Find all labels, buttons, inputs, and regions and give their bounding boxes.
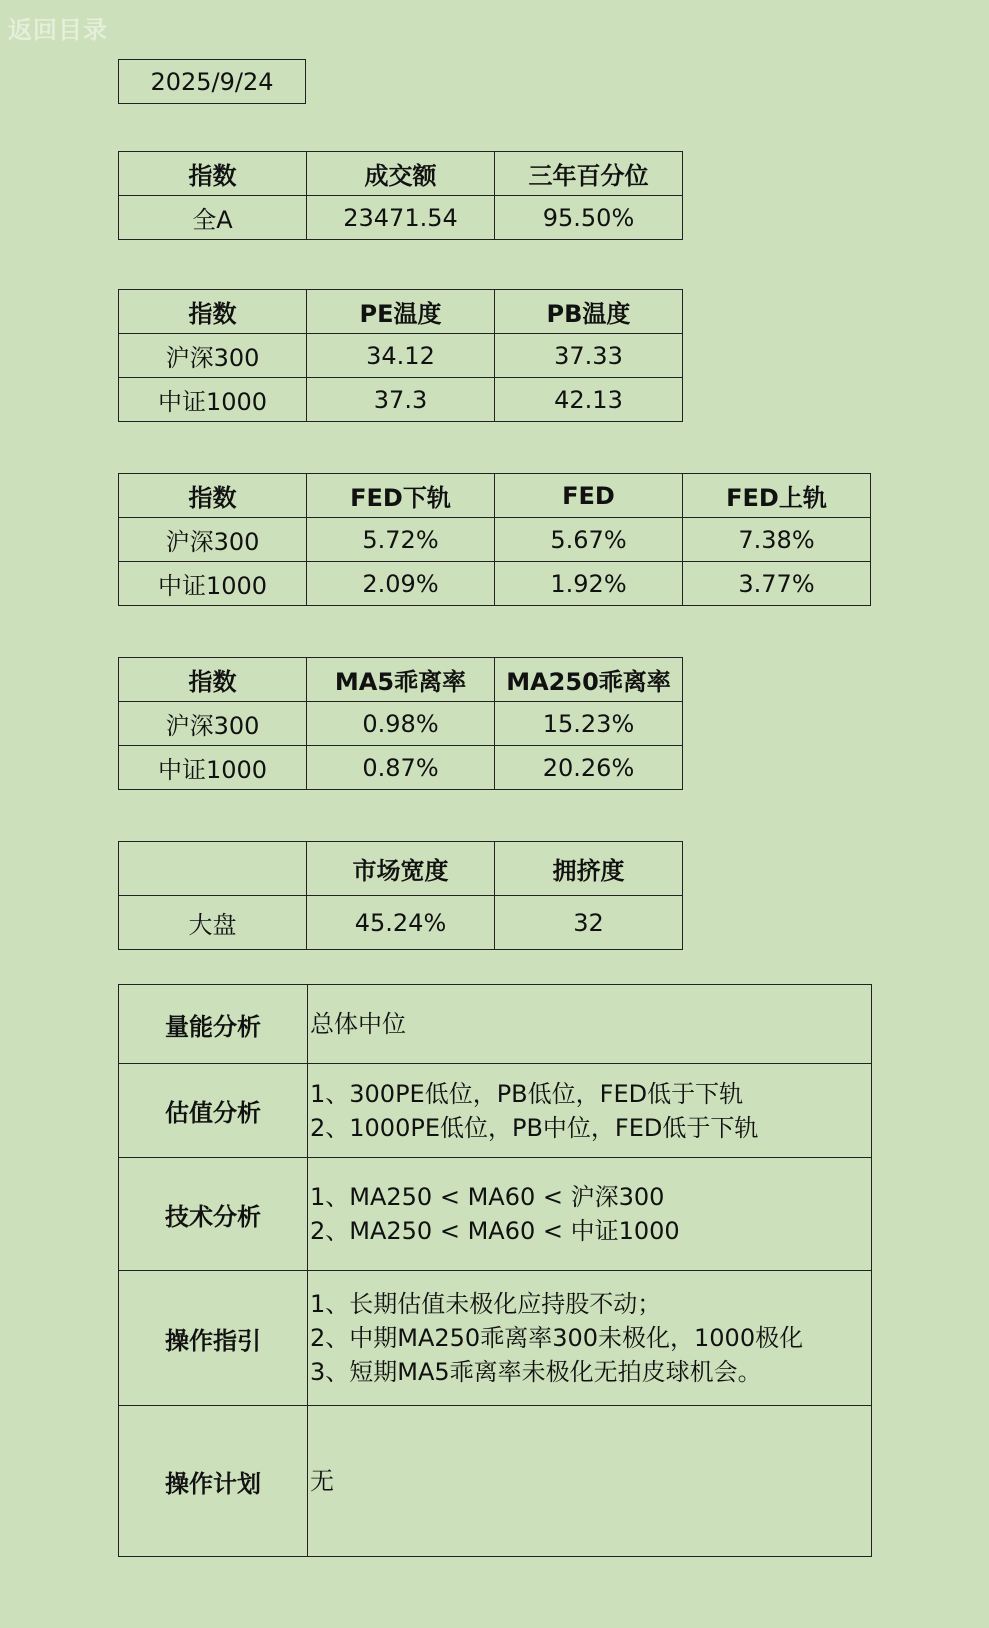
header-cell: 指数 <box>119 474 307 518</box>
analysis-table <box>118 984 872 1557</box>
analysis-content <box>308 1271 872 1406</box>
value-cell: 45.24% <box>307 896 495 950</box>
table-row <box>119 334 683 378</box>
analysis-row-valuation <box>119 1064 872 1158</box>
header-cell: MA250乖离率 <box>495 658 683 702</box>
breadth-table <box>118 841 683 950</box>
analysis-label: 量能分析 <box>119 985 308 1064</box>
header-cell: 三年百分位 <box>495 152 683 196</box>
back-to-contents-link[interactable]: 返回目录 <box>8 16 108 44</box>
value-cell: 1.92% <box>495 562 683 606</box>
value-cell: 95.50% <box>495 196 683 240</box>
table-row <box>119 702 683 746</box>
table-header-row <box>119 842 683 896</box>
analysis-row-volume <box>119 985 872 1064</box>
table-header-row <box>119 658 683 702</box>
value-cell: 0.87% <box>307 746 495 790</box>
value-cell: 3.77% <box>683 562 871 606</box>
index-name-cell: 中证1000 <box>119 746 307 790</box>
value-cell: 5.67% <box>495 518 683 562</box>
index-name-cell: 中证1000 <box>119 378 307 422</box>
value-cell: 37.33 <box>495 334 683 378</box>
value-cell: 5.72% <box>307 518 495 562</box>
table-header-row <box>119 290 683 334</box>
analysis-line: 1、长期估值未极化应持股不动； <box>310 1290 662 1318</box>
index-name-cell: 大盘 <box>119 896 307 950</box>
analysis-label: 估值分析 <box>119 1064 308 1158</box>
header-cell: 指数 <box>119 658 307 702</box>
value-cell: 0.98% <box>307 702 495 746</box>
value-cell: 42.13 <box>495 378 683 422</box>
analysis-line: 2、1000PE低位，PB中位，FED低于下轨 <box>310 1113 759 1142</box>
header-cell: FED下轨 <box>307 474 495 518</box>
valuation-table <box>118 289 683 422</box>
analysis-content <box>308 1064 872 1158</box>
analysis-label: 操作指引 <box>119 1271 308 1406</box>
value-cell: 32 <box>495 896 683 950</box>
analysis-line: 1、300PE低位，PB低位，FED低于下轨 <box>310 1079 744 1108</box>
value-cell: 15.23% <box>495 702 683 746</box>
value-cell: 23471.54 <box>307 196 495 240</box>
analysis-content <box>308 1406 872 1557</box>
fed-table <box>118 473 871 606</box>
header-cell: 指数 <box>119 152 307 196</box>
analysis-row-plan <box>119 1406 872 1557</box>
value-cell: 20.26% <box>495 746 683 790</box>
analysis-line: 2、MA250 < MA60 < 中证1000 <box>310 1217 680 1245</box>
header-cell: 成交额 <box>307 152 495 196</box>
table-header-row <box>119 152 683 196</box>
analysis-line: 无 <box>310 1467 334 1495</box>
analysis-row-guidance <box>119 1271 872 1406</box>
header-cell: PB温度 <box>495 290 683 334</box>
index-name-cell: 中证1000 <box>119 562 307 606</box>
index-name-cell: 沪深300 <box>119 334 307 378</box>
deviation-table <box>118 657 683 790</box>
analysis-row-technical <box>119 1158 872 1271</box>
value-cell: 2.09% <box>307 562 495 606</box>
header-cell: PE温度 <box>307 290 495 334</box>
index-name-cell: 沪深300 <box>119 518 307 562</box>
table-row <box>119 896 683 950</box>
analysis-line: 总体中位 <box>310 1010 406 1038</box>
analysis-line: 2、中期MA250乖离率300未极化，1000极化 <box>310 1324 804 1352</box>
header-cell: MA5乖离率 <box>307 658 495 702</box>
analysis-label: 操作计划 <box>119 1406 308 1557</box>
analysis-line: 3、短期MA5乖离率未极化无拍皮球机会。 <box>310 1358 762 1386</box>
analysis-content <box>308 985 872 1064</box>
header-cell: 拥挤度 <box>495 842 683 896</box>
table-row <box>119 746 683 790</box>
table-row <box>119 562 871 606</box>
table-row <box>119 196 683 240</box>
value-cell: 37.3 <box>307 378 495 422</box>
date-box <box>118 59 306 104</box>
table-row <box>119 378 683 422</box>
analysis-content <box>308 1158 872 1271</box>
header-cell: 市场宽度 <box>307 842 495 896</box>
header-cell: 指数 <box>119 290 307 334</box>
index-name-cell: 全A <box>119 196 307 240</box>
index-name-cell: 沪深300 <box>119 702 307 746</box>
table-row <box>119 518 871 562</box>
analysis-label: 技术分析 <box>119 1158 308 1271</box>
header-cell: FED上轨 <box>683 474 871 518</box>
value-cell: 7.38% <box>683 518 871 562</box>
date-text: 2025/9/24 <box>150 67 274 96</box>
analysis-line: 1、MA250 < MA60 < 沪深300 <box>310 1183 665 1211</box>
header-cell <box>119 842 307 896</box>
header-cell: FED <box>495 474 683 518</box>
turnover-table <box>118 151 683 240</box>
value-cell: 34.12 <box>307 334 495 378</box>
table-header-row <box>119 474 871 518</box>
